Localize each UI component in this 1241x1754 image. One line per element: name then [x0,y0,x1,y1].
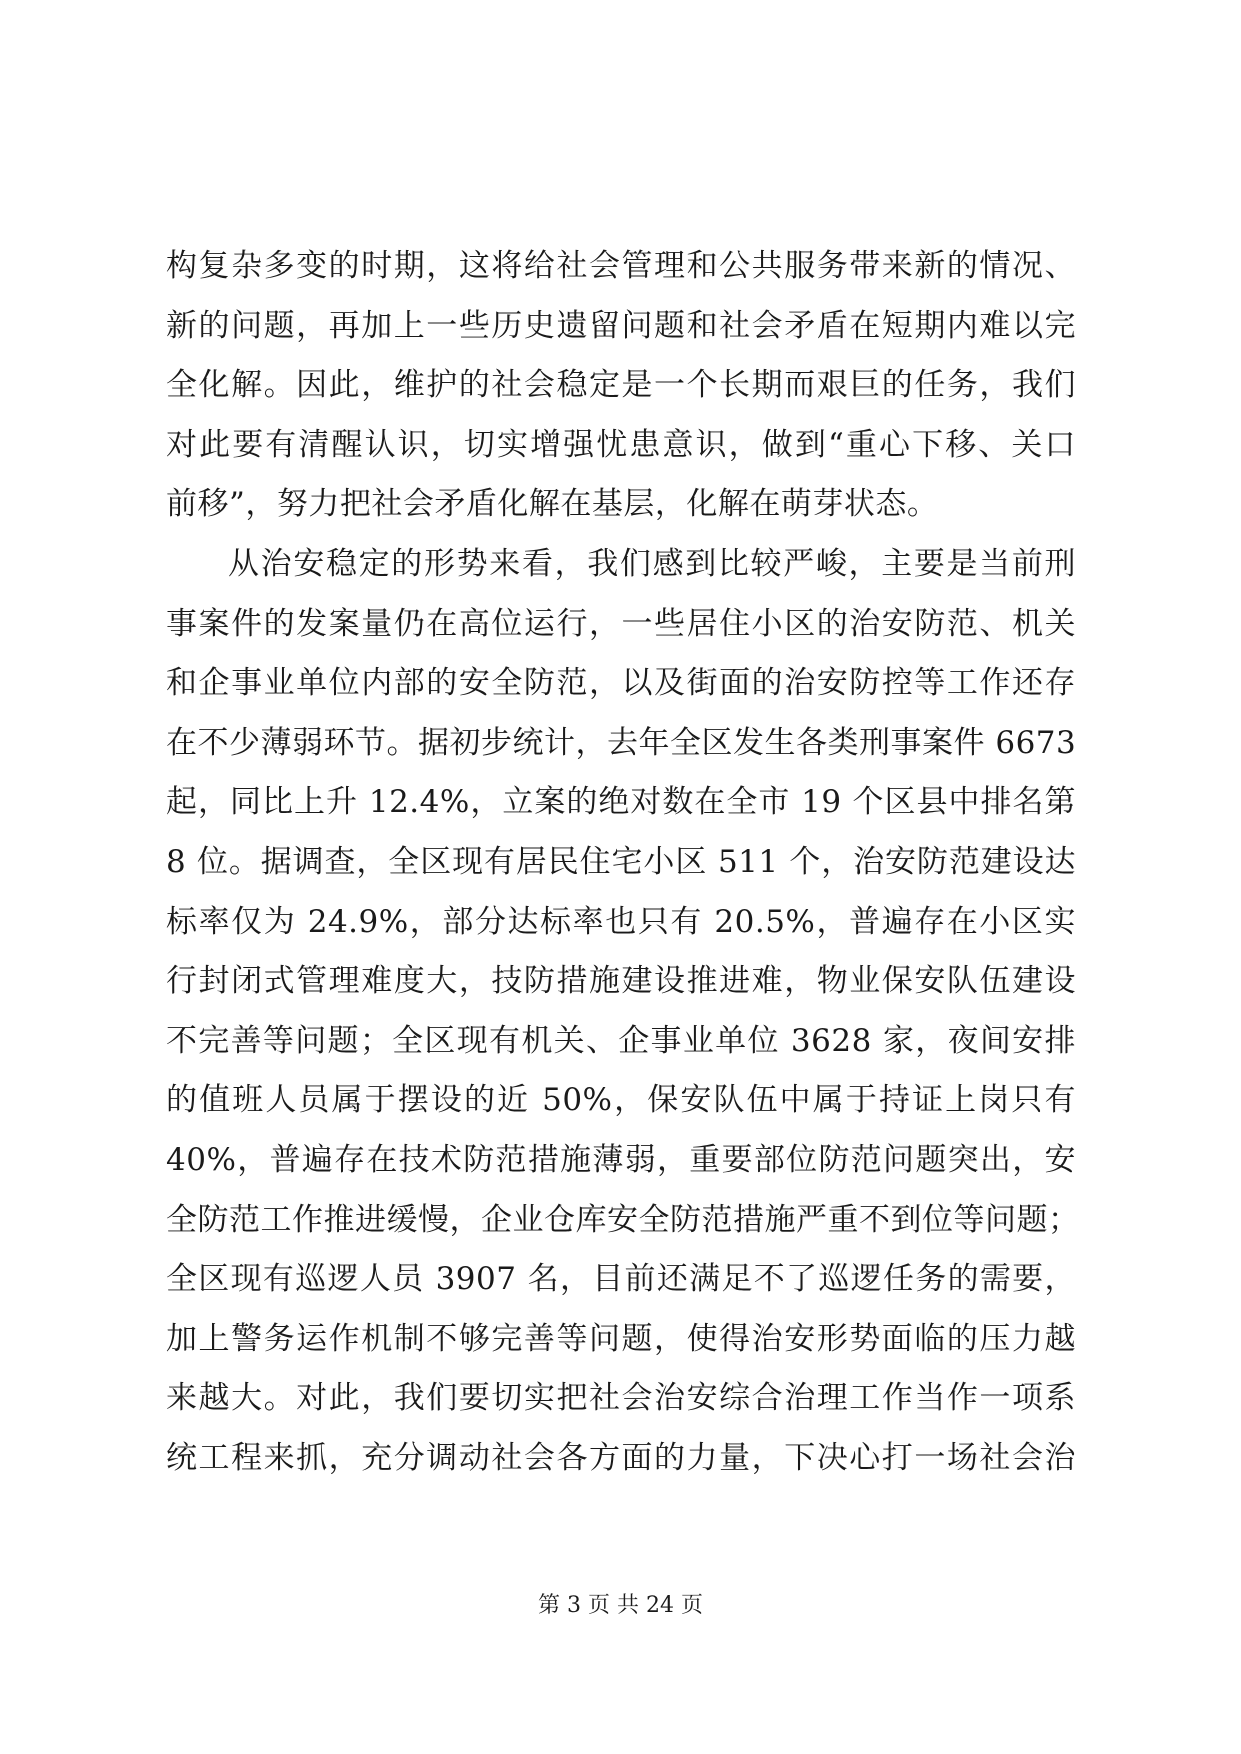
text-line: 前移”，努力把社会矛盾化解在基层，化解在萌芽状态。 [166,486,939,523]
text-line: 加上警务运作机制不够完善等问题，使得治安形势面临的压力越 [166,1320,1076,1357]
text-line: 标率仅为 24.9%，部分达标率也只有 20.5%，普遍存在小区实 [166,903,1076,940]
body-text [166,237,1080,1488]
text-line: 事案件的发案量仍在高位运行，一些居住小区的治安防范、机关 [166,605,1076,642]
text-line: 和企事业单位内部的安全防范，以及街面的治安防控等工作还存 [166,665,1076,702]
text-line: 不完善等问题；全区现有机关、企事业单位 3628 家，夜间安排 [166,1022,1076,1059]
text-line: 在不少薄弱环节。据初步统计，去年全区发生各类刑事案件 6673 [166,724,1077,761]
text-line: 的值班人员属于摆设的近 50%，保安队伍中属于持证上岗只有 [166,1082,1076,1119]
text-line: 从治安稳定的形势来看，我们感到比较严峻，主要是当前刑 [228,545,1076,582]
text-line: 全化解。因此，维护的社会稳定是一个长期而艰巨的任务，我们 [166,367,1076,404]
text-line: 统工程来抓，充分调动社会各方面的力量，下决心打一场社会治 [166,1439,1076,1476]
text-line: 全区现有巡逻人员 3907 名，目前还满足不了巡逻任务的需要， [166,1261,1076,1298]
text-line: 全防范工作推进缓慢，企业仓库安全防范措施严重不到位等问题； [166,1201,1080,1238]
page-number-footer: 第 3 页 共 24 页 [538,1593,703,1618]
text-line: 8 位。据调查，全区现有居民住宅小区 511 个，治安防范建设达 [166,843,1076,880]
text-line: 来越大。对此，我们要切实把社会治安综合治理工作当作一项系 [166,1380,1076,1417]
text-line: 起，同比上升 12.4%，立案的绝对数在全市 19 个区县中排名第 [166,784,1076,821]
text-line: 构复杂多变的时期，这将给社会管理和公共服务带来新的情况、 [166,248,1076,284]
text-line: 40%，普遍存在技术防范措施薄弱，重要部位防范问题突出，安 [166,1141,1076,1178]
text-line: 新的问题，再加上一些历史遗留问题和社会矛盾在短期内难以完 [166,307,1076,344]
text-line: 行封闭式管理难度大，技防措施建设推进难，物业保安队伍建设 [166,963,1076,1000]
text-line: 对此要有清醒认识，切实增强忧患意识，做到“重心下移、关口 [166,426,1076,463]
